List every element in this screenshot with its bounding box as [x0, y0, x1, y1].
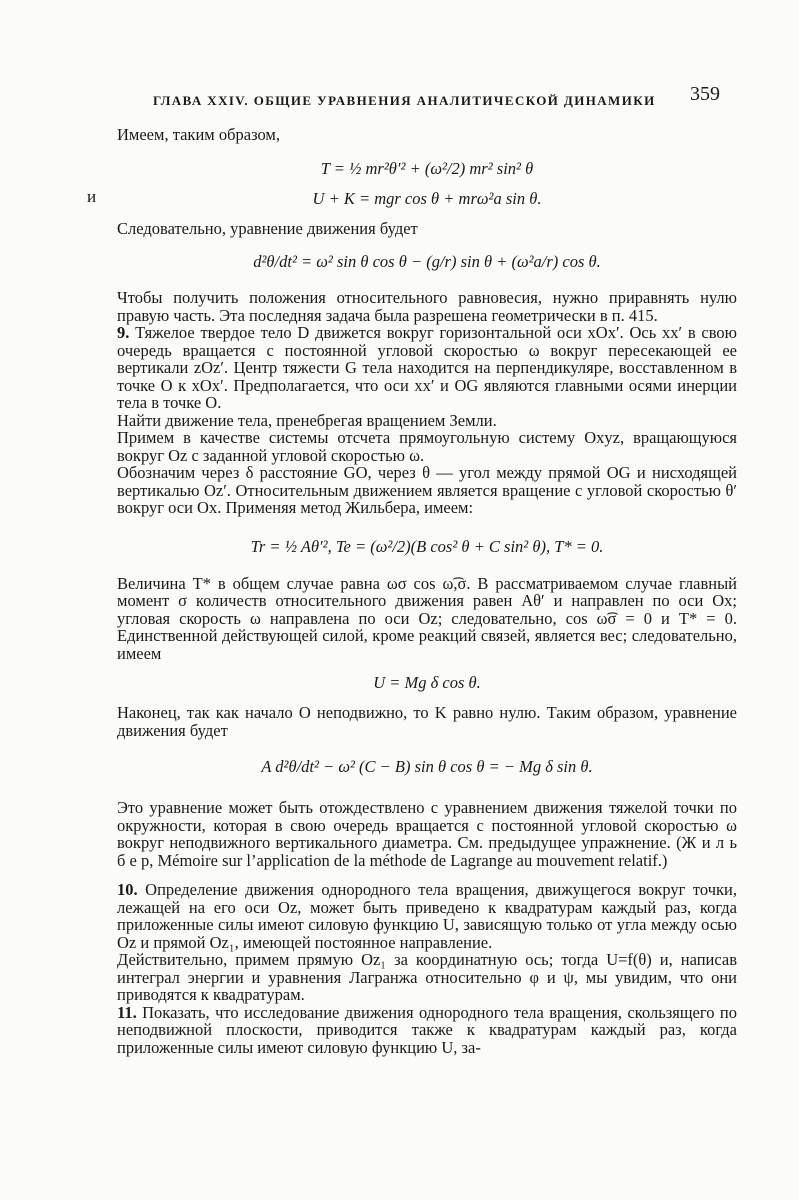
formula-rigid-body-motion: A d²θ/dt² − ω² (C − B) sin θ cos θ = − Mg δ sin θ. — [261, 757, 593, 776]
running-head: ГЛАВА XXIV. ОБЩИЕ УРАВНЕНИЯ АНАЛИТИЧЕСКОЙ ДИНАМИКИ — [153, 93, 656, 108]
intro-line: Имеем, таким образом, — [117, 125, 280, 144]
exercise-9-identification: Это уравнение может быть отождествлено с уравнением движения тяжелой точки по окружности, которая в свою очередь вращается с постоянной угловой скоростью ω вокруг неподвижного вертикального диаметра. См. предыдущее упражнение. (Ж и л ь б е р, Mémoire sur l’application de la méthode de Lagrange au mouvement relatif.) — [117, 798, 737, 870]
exercise-9-reference-system: Примем в качестве системы отсчета прямоугольную систему Oxyz, вращающуюся вокруг Oz с заданной угловой скоростью ω. — [117, 428, 737, 465]
page-number: 359 — [690, 83, 720, 105]
formula-potential: U = Mg δ cos θ. — [373, 673, 481, 692]
exercise-10-number: 10. — [117, 880, 138, 899]
conjunction-and: и — [87, 187, 97, 206]
paragraph-hence: Следовательно, уравнение движения будет — [117, 218, 418, 238]
formula-kinetic-energy: T = ½ mr²θ′² + (ω²/2) mr² sin² θ — [320, 158, 534, 178]
exercise-11 — [117, 1004, 737, 1057]
exercise-11-number: 11. — [117, 1002, 137, 1022]
page-body — [117, 126, 737, 1056]
exercise-9-task: Найти движение тела, пренебрегая вращением Земли. — [117, 410, 497, 430]
exercise-9-number: 9. — [117, 323, 130, 342]
formula-equation-of-motion: d²θ/dt² = ω² sin θ cos θ − (g/r) sin θ + (ω²a/r) cos θ. — [253, 252, 601, 271]
exercise-10-indeed: Действительно, примем прямую Oz₁ за координатную ось; тогда U=f(θ) и, написав интеграл энергии и уравнения Лагранжа относительно φ и ψ, мы увидим, что они приводятся к квадратурам. — [117, 950, 737, 1004]
exercise-10 — [117, 881, 737, 951]
formula-kinetic-terms: Tr = ½ Aθ′², Te = (ω²/2)(B cos² θ + C sin² θ), T* = 0. — [250, 536, 604, 556]
exercise-10-text: Определение движения однородного тела вращения, движущегося вокруг точки, лежащей на его оси Oz, может быть приведено к квадратурам каждый раз, когда приложенные силы имеют силовую функцию U, зависящую только от угла между осью Oz и прямой Oz₁, имеющей постоянное направление. — [117, 880, 737, 952]
formula-force-function: U + K = mgr cos θ + mrω²a sin θ. — [312, 188, 542, 208]
exercise-9-notation: Обозначим через δ расстояние GO, через θ — угол между прямой OG и нисходящей вертикалью Oz′. Относительным движением является вращение с угловой скоростью θ′ вокруг оси Ox. Применяя метод Жильбера, имеем: — [117, 463, 737, 517]
page-header — [0, 83, 799, 112]
exercise-9 — [117, 324, 737, 412]
paragraph-equilibrium: Чтобы получить положения относительного равновесия, нужно приравнять нулю правую часть. Эта последняя задача была разрешена геометрически в п. 415. — [117, 288, 737, 325]
exercise-9-text: Тяжелое твердое тело D движется вокруг горизонтальной оси xOx′. Ось xx′ в свою очередь вращается с постоянной угловой скоростью ω вокруг пересекающей ее вертикали zOz′. Центр тяжести G тела находится на перпендикуляре, восставленном в точке O к xOx′. Предполагается, что оси xx′ и OG являются главными осями инерции тела в точке O. — [117, 323, 737, 412]
exercise-9-finally: Наконец, так как начало O неподвижно, то K равно нулю. Таким образом, уравнение движения будет — [117, 703, 737, 740]
exercise-9-value: Величина T* в общем случае равна ωσ cos ω͡,σ. В рассматриваемом случае главный момент σ количеств относительного движения равен Aθ′ и направлен по оси Ox; угловая скорость ω направлена по оси Oz; следовательно, cos ω͡σ = 0 и T* = 0. Единственной действующей силой, кроме реакций связей, является вес; следовательно, имеем — [117, 573, 737, 663]
exercise-11-text: Показать, что исследование движения однородного тела вращения, скользящего по неподвижной плоскости, приводится также к квадратурам каждый раз, когда приложенные силы имеют силовую функцию U, за- — [117, 1002, 737, 1057]
